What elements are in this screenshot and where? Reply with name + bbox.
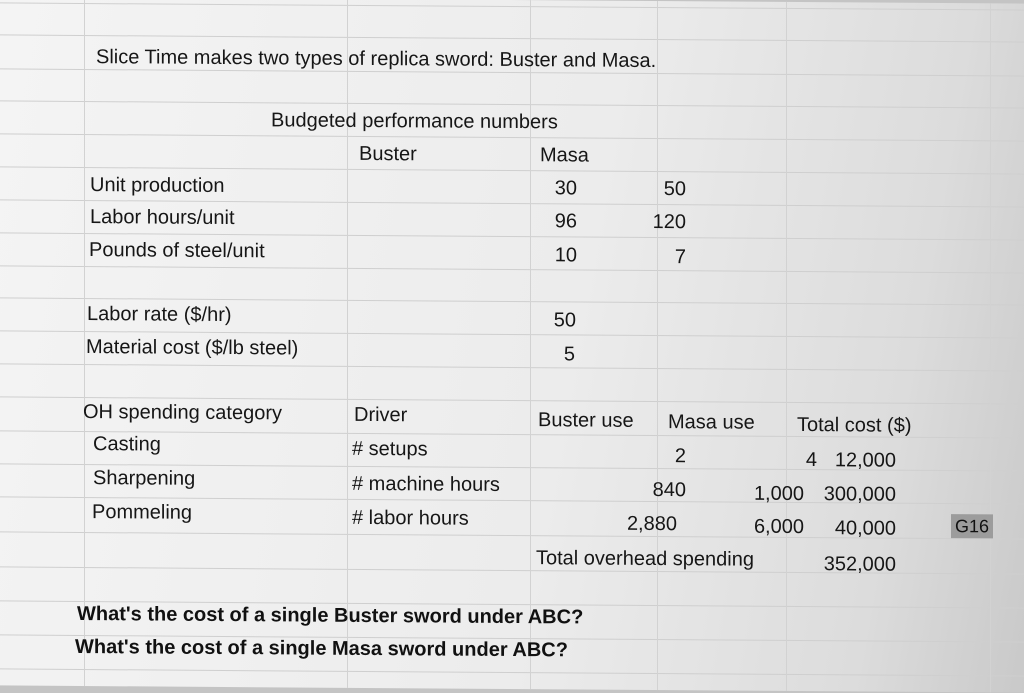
labor-hours-masa: 120 xyxy=(652,210,686,234)
labor-rate-label: Labor rate ($/hr) xyxy=(87,303,232,327)
steel-buster: 10 xyxy=(554,244,577,267)
budget-header-buster: Buster xyxy=(359,142,417,166)
unit-production-buster: 30 xyxy=(554,177,577,200)
casting-masa-use: 4 xyxy=(805,449,817,472)
budget-title: Budgeted performance numbers xyxy=(271,109,558,134)
unit-production-masa: 50 xyxy=(663,178,686,201)
total-overhead-value: 352,000 xyxy=(823,553,896,576)
row-label-unit-production: Unit production xyxy=(90,174,225,197)
sharpening-masa-use: 1,000 xyxy=(753,482,804,506)
oh-driver-machine-hours: # machine hours xyxy=(352,472,500,496)
oh-category-pommeling: Pommeling xyxy=(92,501,193,524)
oh-header-category: OH spending category xyxy=(83,401,283,425)
oh-header-masa-use: Masa use xyxy=(668,411,755,434)
question-buster: What's the cost of a single Buster sword under ABC? xyxy=(77,602,584,629)
labor-rate-value: 50 xyxy=(553,309,576,332)
oh-header-driver: Driver xyxy=(354,403,408,427)
pommeling-masa-use: 6,000 xyxy=(753,515,804,539)
oh-driver-setups: # setups xyxy=(352,437,428,461)
total-overhead-label: Total overhead spending xyxy=(536,547,754,571)
intro-text: Slice Time makes two types of replica sword: Buster and Masa. xyxy=(96,46,657,73)
question-masa: What's the cost of a single Masa sword under ABC? xyxy=(75,635,568,662)
oh-header-total-cost: Total cost ($) xyxy=(797,413,912,437)
steel-masa: 7 xyxy=(674,246,686,269)
material-cost-value: 5 xyxy=(563,343,575,366)
oh-category-sharpening: Sharpening xyxy=(93,467,196,490)
sharpening-total-cost: 300,000 xyxy=(823,483,896,506)
pommeling-buster-use: 2,880 xyxy=(626,512,677,536)
oh-category-casting: Casting xyxy=(93,433,161,456)
labor-hours-buster: 96 xyxy=(554,210,577,233)
oh-driver-labor-hours: # labor hours xyxy=(352,506,469,530)
casting-buster-use: 2 xyxy=(674,445,686,468)
casting-total-cost: 12,000 xyxy=(834,449,896,472)
row-label-steel: Pounds of steel/unit xyxy=(89,239,265,263)
pommeling-total-cost: 40,000 xyxy=(834,517,896,540)
row-label-labor-hours: Labor hours/unit xyxy=(90,206,235,230)
cell-ref-g16[interactable]: G16 xyxy=(951,514,993,538)
oh-header-buster-use: Buster use xyxy=(538,409,634,432)
material-cost-label: Material cost ($/lb steel) xyxy=(86,336,299,360)
sharpening-buster-use: 840 xyxy=(652,478,686,502)
budget-header-masa: Masa xyxy=(540,144,589,167)
